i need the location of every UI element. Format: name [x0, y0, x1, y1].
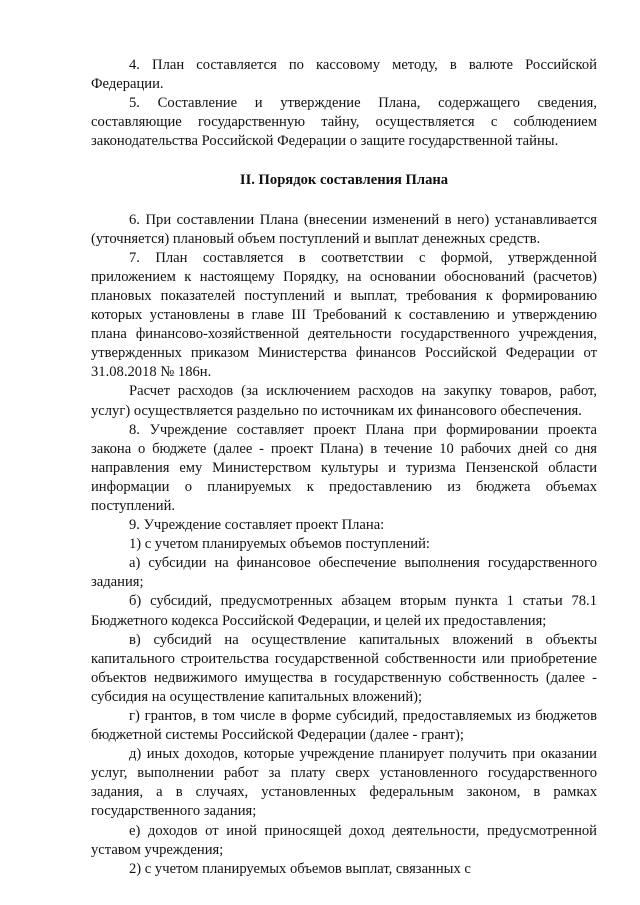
list-item-2: 2) с учетом планируемых объемов выплат, связанных с [129, 860, 471, 877]
paragraph-8: 8. Учреждение составляет проект Плана при формировании проекта закона о бюджете (далее - проект Плана) в течение 10 рабочих дней со дня направления ему Министерством культуры и туризма Пензенской области информации о планируемых к предоставлению из бюджета объемах поступлений. [91, 421, 597, 514]
paragraph-9: 9. Учреждение составляет проект Плана: [129, 517, 385, 534]
section-heading: II. Порядок составления Плана [239, 172, 449, 189]
list-item-b: б) субсидий, предусмотренных абзацем вторым пункта 1 статьи 78.1 Бюджетного кодекса Российской Федерации, и целей их предоставления; [91, 593, 597, 629]
list-item-1: 1) с учетом планируемых объемов поступлений: [129, 536, 430, 553]
paragraph-4: 4. План составляется по кассовому методу, в валюте Российской Федерации. [91, 57, 597, 93]
list-item-a: а) субсидии на финансовое обеспечение выполнения государственного задания; [91, 555, 597, 591]
paragraph-expenses: Расчет расходов (за исключением расходов на закупку товаров, работ, услуг) осуществляется раздельно по источникам их финансового обеспечения. [91, 383, 597, 419]
paragraph-6: 6. При составлении Плана (внесении изменений в него) устанавливается (уточняется) плановый объем поступлений и выплат денежных средств. [91, 211, 597, 247]
paragraph-5: 5. Составление и утверждение Плана, содержащего сведения, составляющие государственную тайну, осуществляется с соблюдением законодательства Российской Федерации о защите государственной тайны. [91, 95, 597, 150]
paragraph-7: 7. План составляется в соответствии с формой, утвержденной приложением к настоящему Порядку, на основании обоснований (расчетов) плановых показателей поступлений и выплат, требования к формированию которых установлены в главе III Требований к составлению и утверждению плана финансово-хозяйственной деятельности государственного учреждения, утвержденных приказом Министерства финансов Российской Федерации от 31.08.2018 № 186н. [91, 249, 597, 381]
list-item-v: в) субсидий на осуществление капитальных вложений в объекты капитального строительства государственной собственности или приобретение объектов недвижимого имущества в государственную собственность (далее - субсидия на осуществление капитальных вложений); [91, 631, 597, 705]
list-item-d: д) иных доходов, которые учреждение планирует получить при оказании услуг, выполнении работ за плату сверх установленного государственного задания, а в случаях, установленных федеральным законом, в рамках государственного задания; [91, 746, 597, 820]
list-item-e: е) доходов от иной приносящей доход деятельности, предусмотренной уставом учреждения; [91, 822, 597, 858]
document-page [91, 56, 597, 879]
list-item-g: г) грантов, в том числе в форме субсидий, предоставляемых из бюджетов бюджетной системы Российской Федерации (далее - грант); [91, 708, 597, 744]
